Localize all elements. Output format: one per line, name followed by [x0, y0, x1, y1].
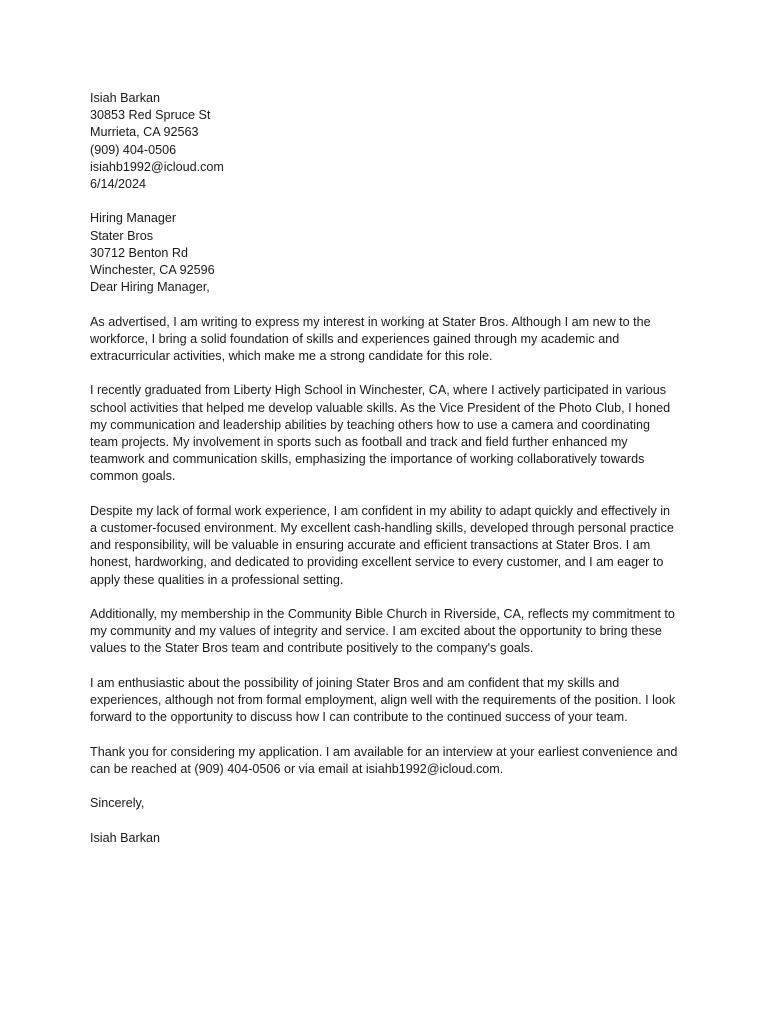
recipient-street: 30712 Benton Rd	[90, 245, 189, 260]
sender-phone: (909) 404-0506	[90, 142, 177, 157]
recipient-title: Hiring Manager	[90, 211, 177, 226]
sender-city-state-zip: Murrieta, CA 92563	[90, 125, 199, 140]
signature-name: Isiah Barkan	[90, 830, 161, 845]
body-paragraph-6: Thank you for considering my application. I am available for an interview at your earliest convenience and can be reached at (909) 404-0506 or via email at isiahb1992@icloud.com.	[90, 744, 678, 776]
body-paragraph-2: I recently graduated from Liberty High School in Winchester, CA, where I actively participated in various school activities that helped me develop valuable skills. As the Vice President of the Photo Club, I honed my communication and leadership abilities by teaching others how to use a camera and coordinating team projects. My involvement in sports such as football and track and field further enhanced my teamwork and communication skills, emphasizing the importance of working collaboratively towards common goals.	[90, 383, 671, 484]
sender-name: Isiah Barkan	[90, 91, 161, 105]
valediction: Sincerely,	[90, 796, 145, 811]
letter-date: 6/14/2024	[90, 177, 147, 192]
recipient-company: Stater Bros	[90, 228, 153, 243]
body-paragraph-1: As advertised, I am writing to express my interest in working at Stater Bros. Although I am new to the workforce, I bring a solid foundation of skills and experiences gained through my academic and extracurricular activities, which make me a strong candidate for this role.	[90, 314, 651, 364]
sender-address-block	[90, 90, 690, 193]
sender-email: isiahb1992@icloud.com	[90, 159, 224, 174]
recipient-address-block	[90, 210, 690, 296]
body-paragraph-4: Additionally, my membership in the Community Bible Church in Riverside, CA, reflects my commitment to my community and my values of integrity and service. I am excited about the opportunity to bring these values to the Stater Bros team and contribute positively to the company's goals.	[90, 607, 675, 656]
salutation: Dear Hiring Manager,	[90, 280, 210, 295]
recipient-city-state-zip: Winchester, CA 92596	[90, 263, 215, 278]
body-paragraph-5: I am enthusiastic about the possibility of joining Stater Bros and am confident that my skills and experiences, although not from formal employment, align well with the requirements of the position. I look forward to the opportunity to discuss how I can contribute to the continued success of your team.	[90, 675, 676, 725]
body-paragraph-3: Despite my lack of formal work experience, I am confident in my ability to adapt quickly and effectively in a customer-focused environment. My excellent cash-handling skills, developed through personal practice and responsibility, will be valuable in ensuring accurate and efficient transactions at Stater Bros. I am honest, hardworking, and dedicated to providing excellent service to every customer, and I am eager to apply these qualities in a professional setting.	[90, 503, 674, 587]
cover-letter-page	[90, 90, 690, 864]
sender-street: 30853 Red Spruce St	[90, 108, 211, 123]
